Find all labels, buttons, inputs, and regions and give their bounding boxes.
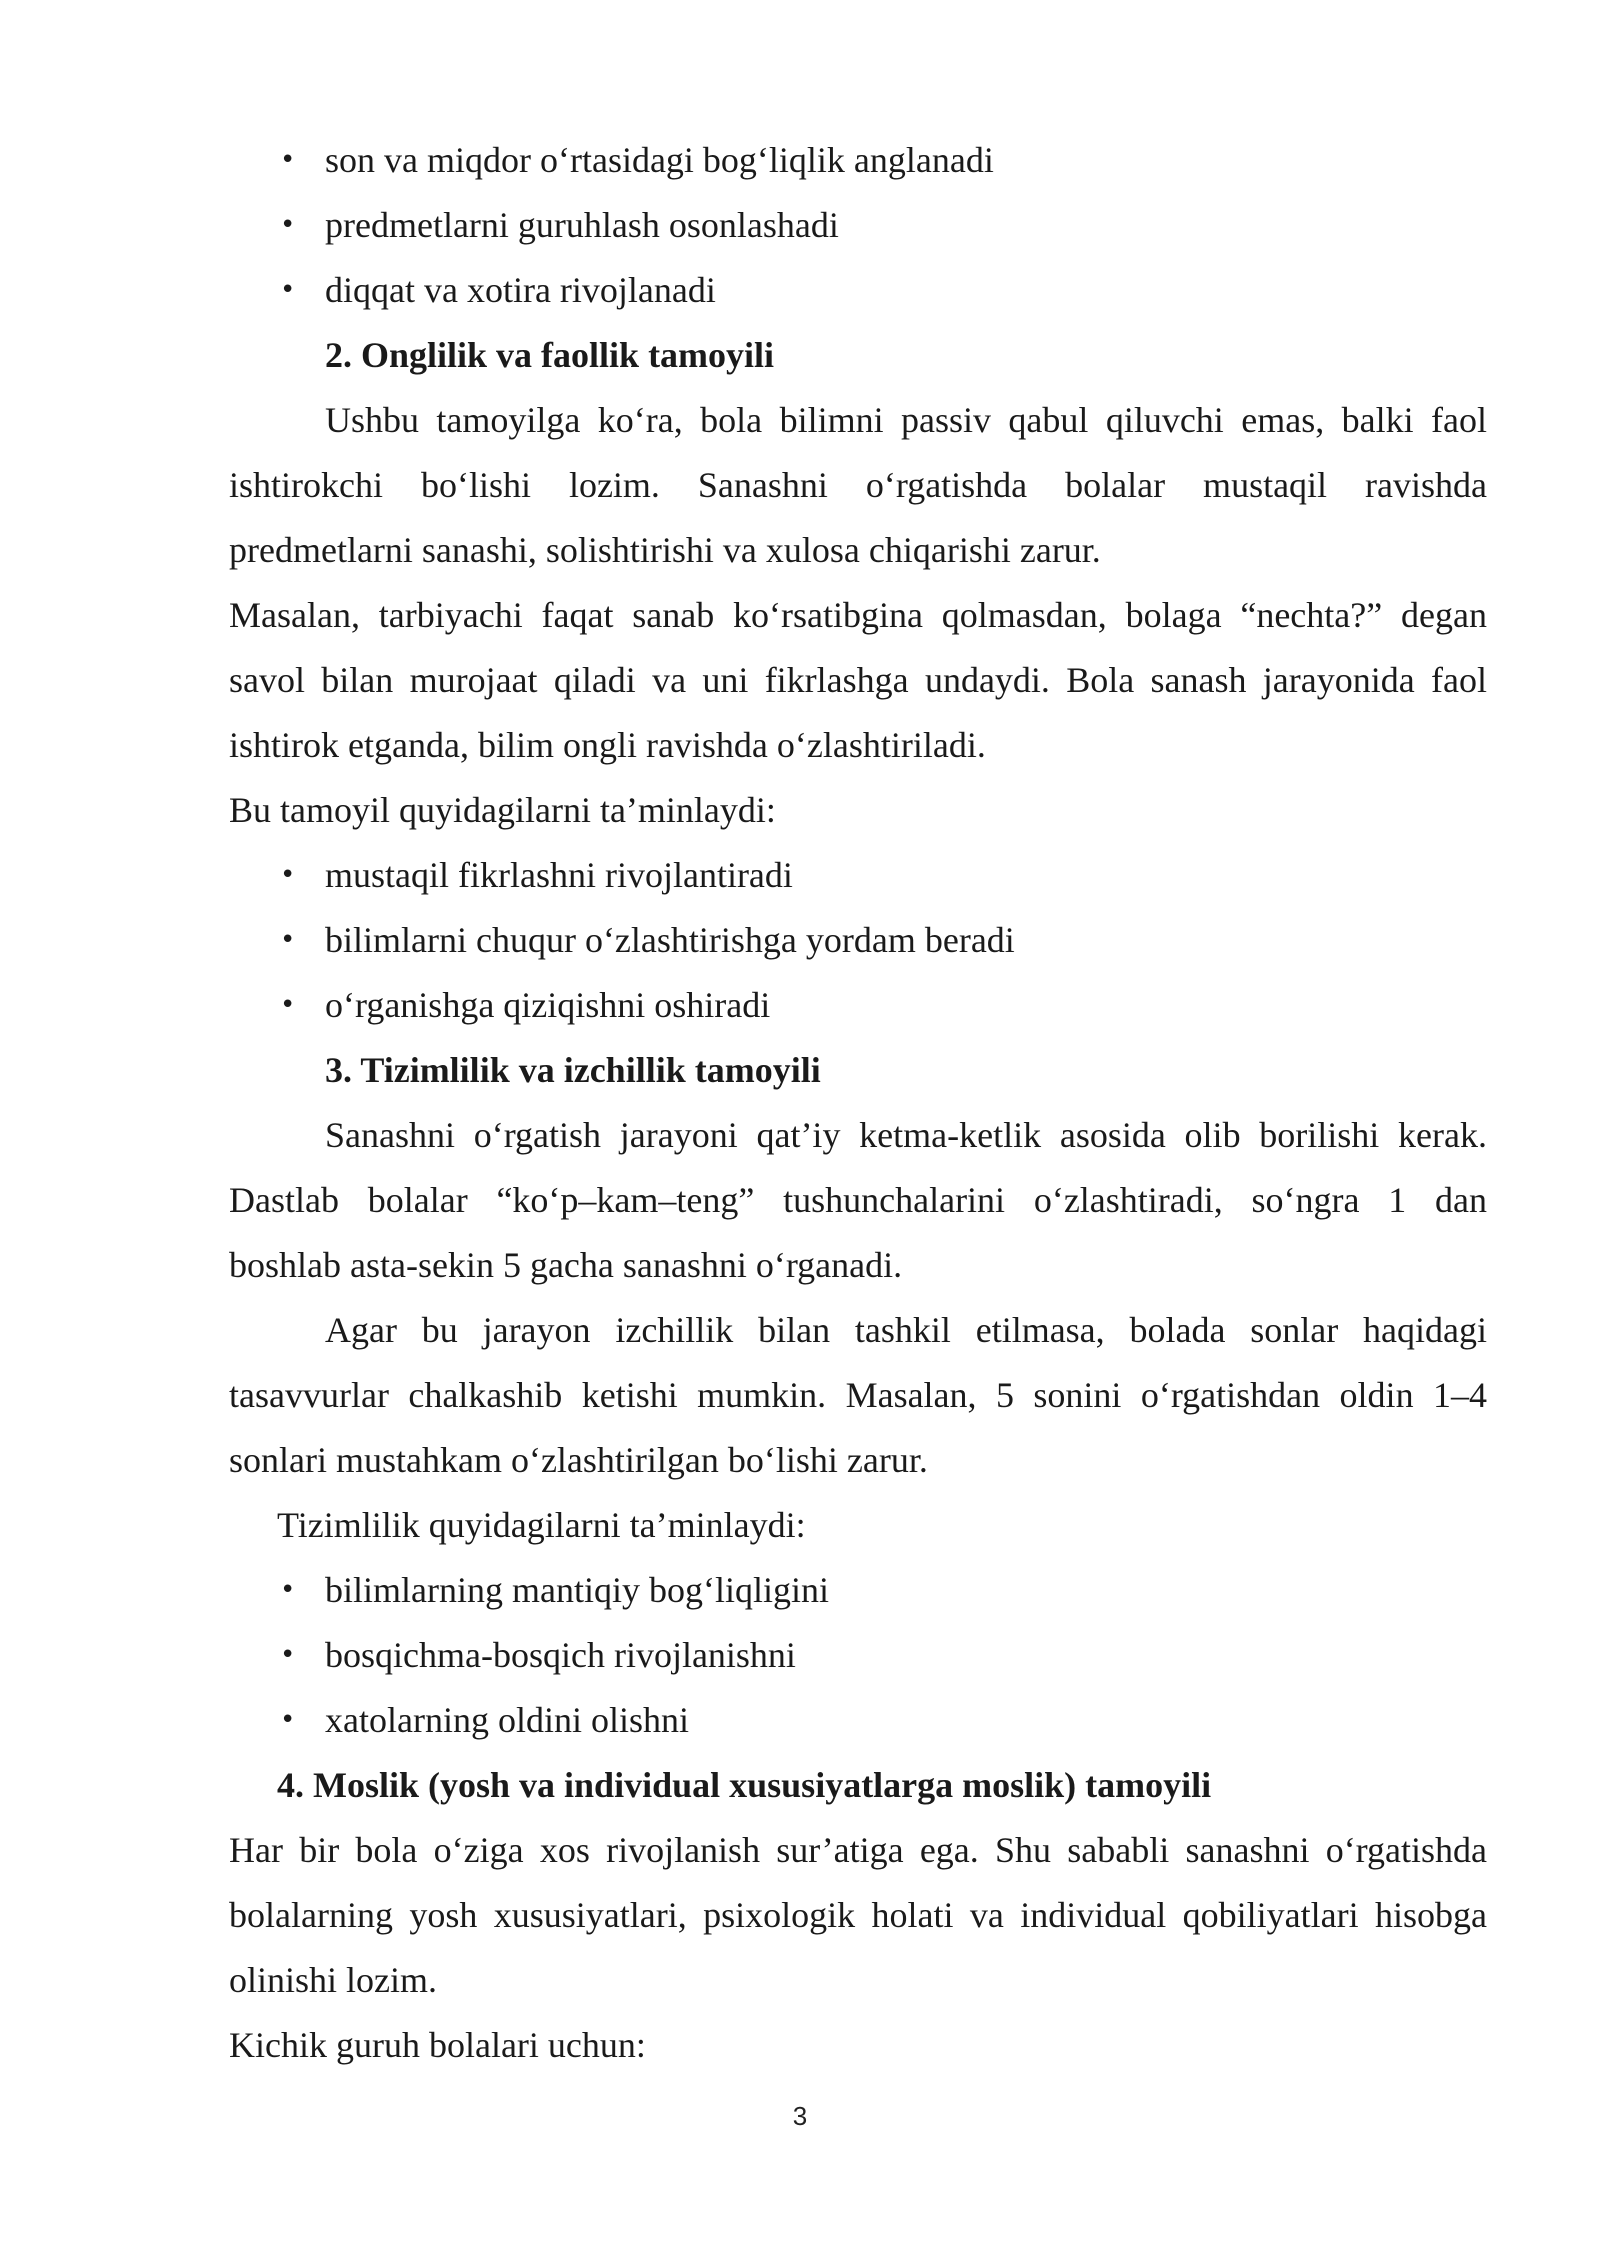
list-item-text: son va miqdor o‘rtasidagi bog‘liqlik anglanadi <box>325 140 994 180</box>
list-item-text: bilimlarning mantiqiy bog‘liqligini <box>325 1570 829 1610</box>
list-item-text: diqqat va xotira rivojlanadi <box>325 270 716 310</box>
bullet-icon: • <box>280 145 296 175</box>
paragraph-line: Kichik guruh bolalari uchun: <box>229 2025 646 2065</box>
paragraph-line: Masalan, tarbiyachi faqat sanab ko‘rsatibgina qolmasdan, bolaga “nechta?” degan <box>229 595 1487 635</box>
paragraph-line: Sanashni o‘rgatish jarayoni qat’iy ketma-ketlik asosida olib borilishi kerak. <box>325 1115 1487 1155</box>
bullet-icon: • <box>280 1640 296 1670</box>
list-item <box>229 193 1487 258</box>
paragraph-line: Agar bu jarayon izchillik bilan tashkil etilmasa, bolada sonlar haqidagi <box>325 1310 1487 1350</box>
list-item-text: bosqichma-bosqich rivojlanishni <box>325 1635 796 1675</box>
list-item <box>229 973 1487 1038</box>
list-item-text: predmetlarni guruhlash osonlashadi <box>325 205 839 245</box>
paragraph-line: Har bir bola o‘ziga xos rivojlanish sur’atiga ega. Shu sababli sanashni o‘rgatishda <box>229 1830 1487 1870</box>
page-number: 3 <box>792 2101 808 2131</box>
list-item <box>229 1688 1487 1753</box>
list-item-text: o‘rganishga qiziqishni oshiradi <box>325 985 771 1025</box>
list-intro: Bu tamoyil quyidagilarni ta’minlaydi: <box>229 790 776 830</box>
paragraph-line: boshlab asta-sekin 5 gacha sanashni o‘rganadi. <box>229 1245 903 1285</box>
list-item <box>229 128 1487 193</box>
list-item-text: bilimlarni chuqur o‘zlashtirishga yordam beradi <box>325 920 1015 960</box>
list-item <box>229 1623 1487 1688</box>
paragraph-line: predmetlarni sanashi, solishtirishi va xulosa chiqarishi zarur. <box>229 530 1101 570</box>
list-item <box>229 1558 1487 1623</box>
list-item <box>229 908 1487 973</box>
bullet-icon: • <box>280 1575 296 1605</box>
bullet-icon: • <box>280 990 296 1020</box>
paragraph-line: savol bilan murojaat qiladi va uni fikrlashga undaydi. Bola sanash jarayonida faol <box>229 660 1487 700</box>
list-intro: Tizimlilik quyidagilarni ta’minlaydi: <box>277 1505 806 1545</box>
paragraph-line: Dastlab bolalar “ko‘p–kam–teng” tushunchalarini o‘zlashtiradi, so‘ngra 1 dan <box>229 1180 1487 1220</box>
list-item-text: mustaqil fikrlashni rivojlantiradi <box>325 855 793 895</box>
paragraph-line: sonlari mustahkam o‘zlashtirilgan bo‘lishi zarur. <box>229 1440 928 1480</box>
paragraph-line: tasavvurlar chalkashib ketishi mumkin. Masalan, 5 sonini o‘rgatishdan oldin 1–4 <box>229 1375 1487 1415</box>
bullet-icon: • <box>280 860 296 890</box>
paragraph-line: bolalarning yosh xususiyatlari, psixologik holati va individual qobiliyatlari hisobga <box>229 1895 1487 1935</box>
paragraph-line: olinishi lozim. <box>229 1960 438 2000</box>
list-item <box>229 843 1487 908</box>
list-item <box>229 258 1487 323</box>
document-page <box>229 128 1487 2078</box>
section-heading: 4. Moslik (yosh va individual xususiyatlarga moslik) tamoyili <box>277 1765 1212 1805</box>
bullet-icon: • <box>280 1705 296 1735</box>
section-heading: 3. Tizimlilik va izchillik tamoyili <box>325 1050 821 1090</box>
section-heading: 2. Onglilik va faollik tamoyili <box>325 335 775 375</box>
list-item-text: xatolarning oldini olishni <box>325 1700 689 1740</box>
paragraph-line: ishtirokchi bo‘lishi lozim. Sanashni o‘rgatishda bolalar mustaqil ravishda <box>229 465 1487 505</box>
bullet-icon: • <box>280 210 296 240</box>
paragraph-line: Ushbu tamoyilga ko‘ra, bola bilimni passiv qabul qiluvchi emas, balki faol <box>325 400 1487 440</box>
bullet-icon: • <box>280 275 296 305</box>
paragraph-line: ishtirok etganda, bilim ongli ravishda o‘zlashtiriladi. <box>229 725 986 765</box>
bullet-icon: • <box>280 925 296 955</box>
